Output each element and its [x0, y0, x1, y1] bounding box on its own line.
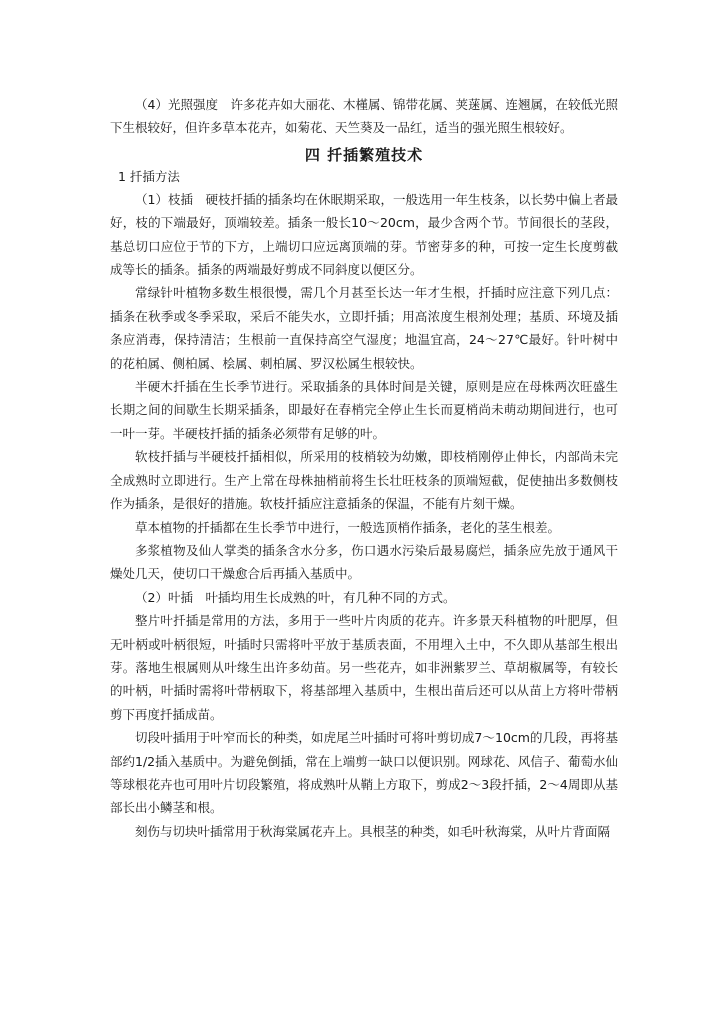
- paragraph-leaf-cutting: （2）叶插 叶插均用生长成熟的叶，有几种不同的方式。: [135, 589, 456, 605]
- paragraph-whole-leaf: 整片叶扦插是常用的方法，多用于一些叶片肉质的花卉。许多景天科植物的叶肥厚，但无叶柄或叶柄很短，叶插时只需将叶平放于基质表面，不用埋入土中，不久即从基部生根出芽。落地生根属则从叶缘生出许多幼苗。另一些花卉，如非洲紫罗兰、草胡椒属等，有较长的叶柄，叶插时需将叶带柄取下，将基部埋入基质中，生根出苗后还可以从苗上方将叶带柄剪下再度扦插成苗。: [110, 613, 618, 722]
- subsection-heading: 1 扦插方法: [118, 168, 180, 184]
- paragraph-succulent: 多浆植物及仙人掌类的插条含水分多，伤口遇水污染后最易腐烂，插条应先放于通风干燥处几天，使切口干燥愈合后再插入基质中。: [110, 542, 618, 582]
- paragraph-softwood: 软枝扦插与半硬枝扦插相似，所采用的枝梢较为幼嫩，即枝梢刚停止伸长，内部尚未完全成熟时立即进行。生产上常在母株抽梢前将生长壮旺枝条的顶端短截，促使抽出多数侧枝作为插条，是很好的措施。软枝扦插应注意插条的保温，不能有片刻干燥。: [110, 449, 618, 512]
- paragraph-segment-leaf: 切段叶插用于叶窄而长的种类，如虎尾兰叶插时可将叶剪切成7～10cm的几段，再将基部约1/2插入基质中。为避免倒插，常在上端剪一缺口以便识别。网球花、风信子、葡萄水仙等球根花卉也可用叶片切段繁殖，将成熟叶从鞘上方取下，剪成2～3段扦插，2～4周即从基部长出小鳞茎和根。: [110, 730, 618, 816]
- section-title: 四 扦插繁殖技术: [304, 145, 424, 164]
- page-content: [110, 93, 618, 843]
- paragraph-branch-cutting: （1）枝插 硬枝扦插的插条均在休眠期采取，一般选用一年生枝条，以长势中偏上者最好，枝的下端最好，顶端较差。插条一般长10～20cm，最少含两个节。节间很长的茎段，基总切口应位于节的下方，上端切口应远离顶端的芽。节密芽多的种，可按一定生长度剪截成等长的插条。插条的两端最好剪成不同斜度以便区分。: [110, 191, 618, 278]
- paragraph-light-intensity: （4）光照强度 许多花卉如大丽花、木槿属、锦带花属、荚蒾属、连翘属，在较低光照下生根较好，但许多草本花卉，如菊花、天竺葵及一品红，适当的强光照生根较好。: [110, 97, 618, 136]
- paragraph-herbaceous: 草本植物的扦插都在生长季节中进行，一般选顶梢作插条，老化的茎生根差。: [135, 519, 561, 535]
- paragraph-evergreen-conifer: 常绿针叶植物多数生根很慢，需几个月甚至长达一年才生根，扦插时应注意下列几点：插条在秋季或冬季采取，采后不能失水，立即扦插；用高浓度生根剂处理；基质、环境及插条应消毒，保持清洁；生根前一直保持高空气湿度；地温宜高，24～27℃最好。针叶树中的花柏属、侧柏属、桧属、刺柏属、罗汉松属生根较快。: [110, 285, 618, 371]
- paragraph-wounding-leaf: 刻伤与切块叶插常用于秋海棠属花卉上。具根茎的种类，如毛叶秋海棠，从叶片背面隔: [135, 823, 611, 839]
- paragraph-semi-hardwood: 半硬木扦插在生长季节进行。采取插条的具体时间是关键，原则是应在母株两次旺盛生长期之间的间歇生长期采插条，即最好在春梢完全停止生长而夏梢尚未萌动期间进行，也可一叶一芽。半硬枝扦插的插条必须带有足够的叶。: [110, 379, 618, 441]
